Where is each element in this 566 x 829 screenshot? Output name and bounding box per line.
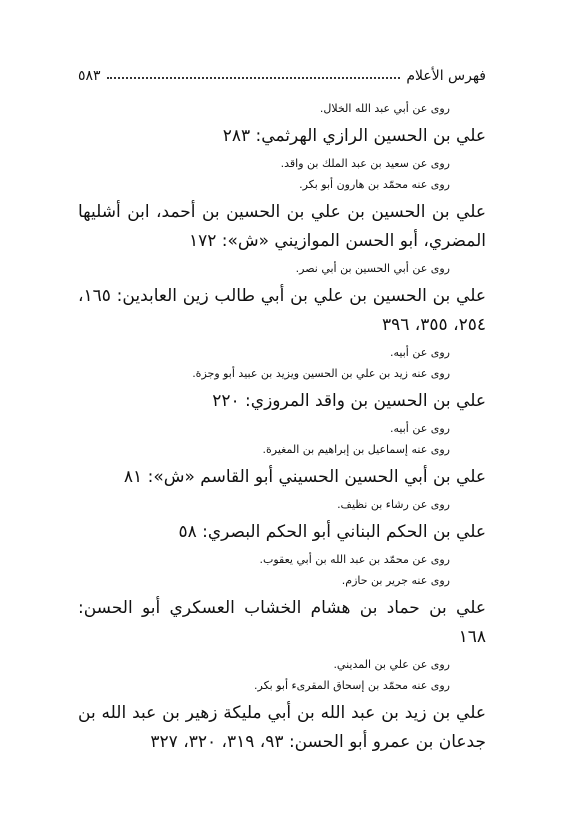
name-entry: علي بن الحكم البناني أبو الحكم البصري: ٥٨ [178, 522, 486, 542]
header-dot-leader [107, 77, 401, 79]
narration-line: روى عنه زيد بن علي بن الحسين ويزيد بن عبيد أبو وجزة. [192, 367, 450, 380]
narration-line: روى عن علي بن المديني. [333, 658, 450, 671]
narration-line: روى عن رشاء بن نظيف. [337, 498, 450, 511]
narration-line: روى عن محمّد بن عبد الله بن أبي يعقوب. [259, 553, 450, 566]
narration-line: روى عنه محمّد بن إسحاق المقرىء أبو بكر. [254, 679, 450, 692]
narration-line: روى عن أبي عبد الله الخلال. [319, 102, 450, 115]
narration-line: روى عن أبي الحسين بن أبي نصر. [295, 262, 450, 275]
header-title: فهرس الأعلام [406, 68, 486, 84]
name-entry: علي بن الحسين الرازي الهرثمي: ٢٨٣ [222, 126, 486, 146]
narration-line: روى عن أبيه. [390, 346, 450, 359]
narration-line: روى عنه إسماعيل بن إبراهيم بن المغيرة. [262, 443, 450, 456]
name-entry: علي بن الحسين بن علي بن الحسين بن أحمد، ابن أشليها المضري، أبو الحسن الموازيني «ش»: ١٧٢ [78, 202, 486, 251]
name-entry: علي بن زيد بن عبد الله بن أبي مليكة زهير بن عبد الله بن جدعان بن عمرو أبو الحسن: ٩٣، ٣١٩، ٣٢٠، ٣٢٧ [78, 703, 486, 752]
narration-line: روى عن أبيه. [390, 422, 450, 435]
narration-line: روى عنه جرير بن حازم. [341, 574, 450, 587]
narration-line: روى عن سعيد بن عبد الملك بن واقد. [280, 157, 450, 170]
page-number: ٥٨٣ [78, 68, 101, 84]
running-header [78, 62, 486, 84]
name-entry: علي بن أبي الحسين الحسيني أبو القاسم «ش»: ٨١ [123, 467, 486, 487]
name-entry: علي بن حماد بن هشام الخشاب العسكري أبو الحسن: ١٦٨ [78, 598, 486, 647]
name-entry: علي بن الحسين بن علي بن أبي طالب زين العابدين: ١٦٥، ٢٥٤، ٣٥٥، ٣٩٦ [78, 286, 486, 335]
narration-line: روى عنه محمّد بن هارون أبو بكر. [299, 178, 450, 191]
index-of-names [78, 96, 486, 757]
name-entry: علي بن الحسين بن واقد المروزي: ٢٢٠ [212, 391, 486, 411]
